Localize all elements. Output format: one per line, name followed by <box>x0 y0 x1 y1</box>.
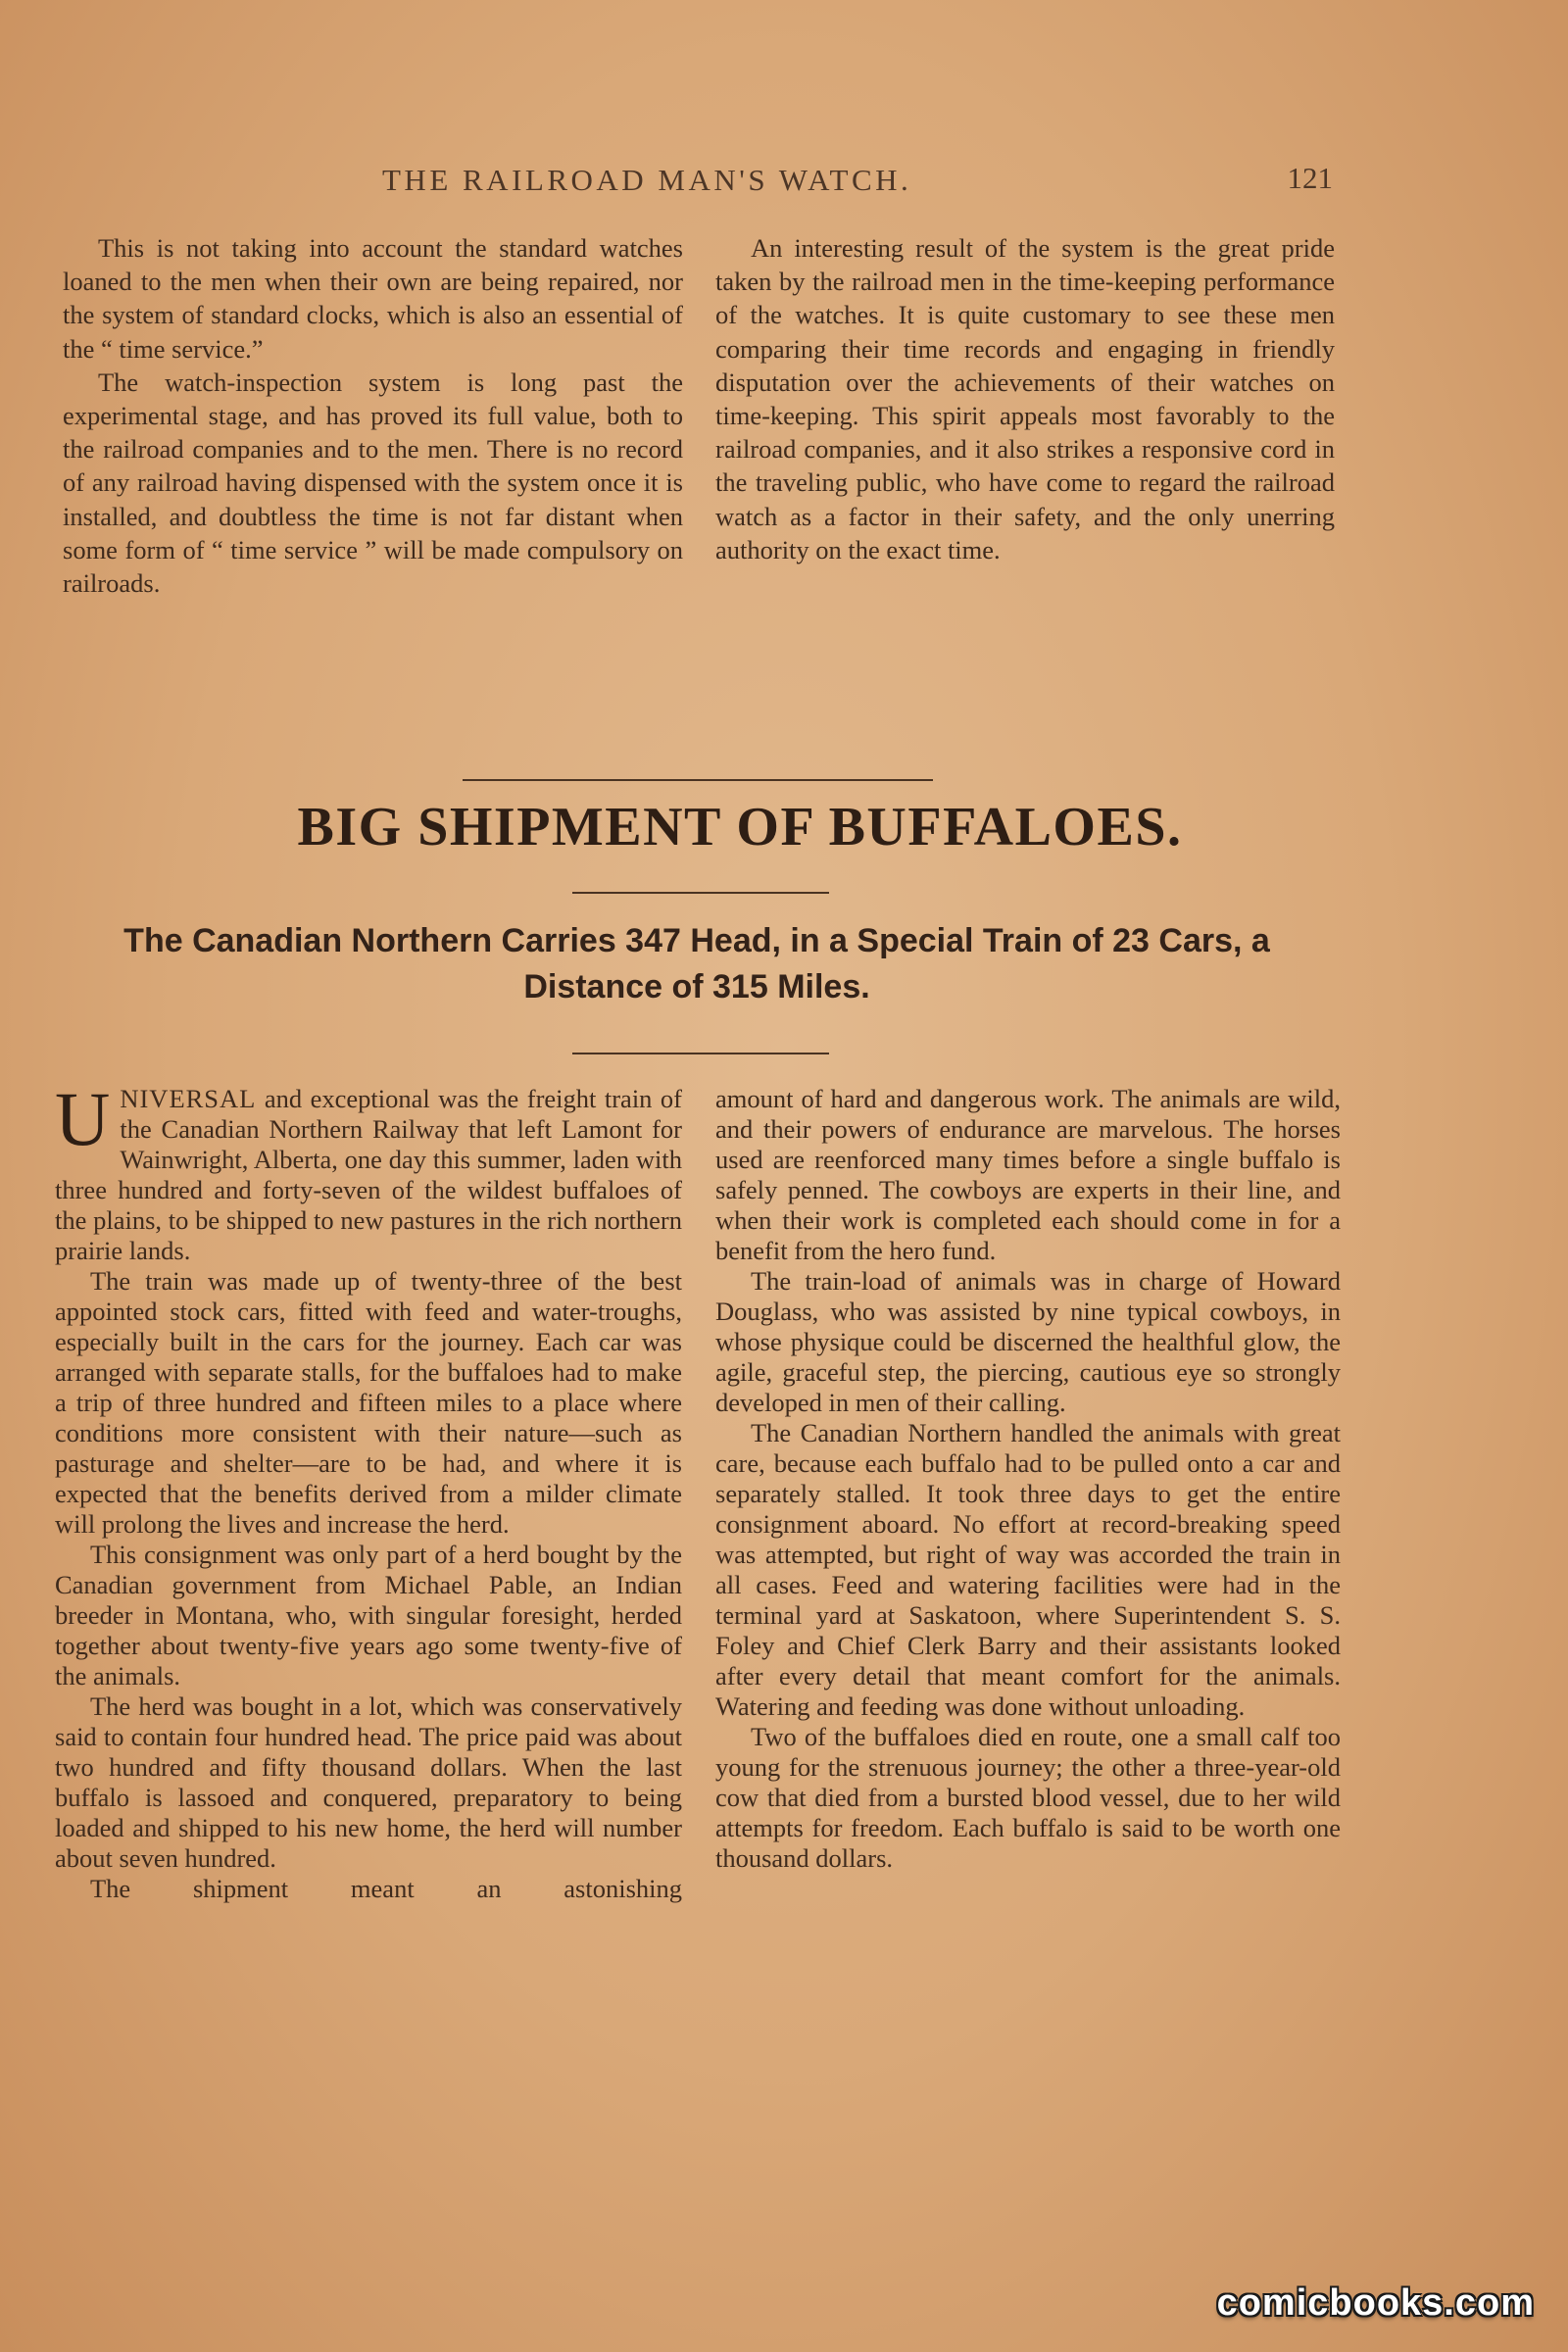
paragraph: An interesting result of the system is the great pride taken by the railroad men in the time-keeping performance of the watches. It is quite customary to see these men comparing their time records and engaging in friendly disputation over the achievements of their watches on time-keeping. This spirit appeals most favorably to the railroad companies, and it also strikes a responsive cord in the traveling public, who have come to regard the railroad watch as a factor in their safety, and the only unerring authority on the exact time. <box>715 233 1335 564</box>
page-number: 121 <box>1287 161 1333 195</box>
paragraph: This is not taking into account the standard watches loaned to the men when their own are being repaired, nor the system of standard clocks, which is also an essential of the “ time service.” <box>63 233 683 364</box>
watermark-logo: comicbooks.com <box>1216 2282 1535 2324</box>
lead-text: and exceptional was the freight train of the Canadian Northern Railway that left Lamont for Wainwright, Alberta, one day this summer, laden with three hundred and forty-seven of the wildest buffaloes of the plains, to be shipped to new pastures in the rich northern prairie lands. <box>55 1084 682 1265</box>
running-head <box>382 163 1333 202</box>
paragraph: This consignment was only part of a herd bought by the Canadian government from Michael Pable, an Indian breeder in Montana, who, with singular foresight, herded together about twenty-five years ago some twenty-five of the animals. <box>55 1540 682 1690</box>
article-left-column <box>55 1076 682 1904</box>
drop-cap: U <box>55 1076 111 1161</box>
lead-caps: NIVERSAL <box>120 1084 257 1113</box>
previous-article-right-column <box>715 231 1335 566</box>
lead-paragraph <box>55 1076 682 1266</box>
previous-article-left-column <box>63 231 683 600</box>
paragraph: The shipment meant an astonishing <box>90 1874 682 1903</box>
paragraph: The train-load of animals was in charge of Howard Douglass, who was assisted by nine typical cowboys, in whose physique could be discerned the healthful glow, the agile, graceful step, the piercing, cautious eye so strongly developed in men of their calling. <box>715 1266 1341 1417</box>
paragraph: The train was made up of twenty-three of the best appointed stock cars, fitted with feed and water-troughs, especially built in the cars for the journey. Each car was arranged with separate stalls, for the buffaloes had to make a trip of three hundred and fifteen miles to a place where conditions more consistent with their nature—such as pasturage and shelter—are to be had, and where it is expected that the benefits derived from a milder climate will prolong the lives and increase the herd. <box>55 1266 682 1539</box>
paragraph: The watch-inspection system is long past the experimental stage, and has proved its full value, both to the railroad companies and to the men. There is no record of any railroad having dispensed with the system once it is installed, and doubtless the time is not far distant when some form of “ time service ” will be made compulsory on railroads. <box>63 367 683 599</box>
headline-divider <box>572 892 829 894</box>
article-headline: BIG SHIPMENT OF BUFFALOES. <box>297 797 1183 858</box>
paragraph: The Canadian Northern handled the animals with great care, because each buffalo had to be pulled onto a car and separately stalled. It took three days to get the entire consignment aboard. No effort at record-breaking speed was attempted, but right of way was accorded the train in all cases. Feed and watering facilities were had in the terminal yard at Saskatoon, where Superintendent S. S. Foley and Chief Clerk Barry and their assistants looked after every detail that meant comfort for the animals. Watering and feeding was done without unloading. <box>715 1418 1341 1721</box>
subheadline-divider <box>572 1053 829 1054</box>
article-right-column <box>715 1084 1341 1874</box>
paragraph: The herd was bought in a lot, which was conservatively said to contain four hundred head. The price paid was about two hundred and fifty thousand dollars. When the last buffalo is lassoed and conquered, preparatory to being loaded and shipped to his new home, the herd will number about seven hundred. <box>55 1691 682 1873</box>
section-divider <box>463 779 933 781</box>
paragraph: Two of the buffaloes died en route, one a small calf too young for the strenuous journey; the other a three-year-old cow that died from a bursted blood vessel, due to her wild attempts for freedom. Each buffalo is said to be worth one thousand dollars. <box>715 1722 1341 1873</box>
article-subheadline: The Canadian Northern Carries 347 Head, in a Special Train of 23 Cars, a Distance of 315 Miles. <box>123 922 1270 1005</box>
continued-paragraph: amount of hard and dangerous work. The animals are wild, and their powers of endurance are marvelous. The horses used are reenforced many times before a single buffalo is safely penned. The cowboys are experts in their line, and when their work is completed each should come in for a benefit from the hero fund. <box>715 1084 1341 1265</box>
running-title: THE RAILROAD MAN'S WATCH. <box>382 163 912 197</box>
